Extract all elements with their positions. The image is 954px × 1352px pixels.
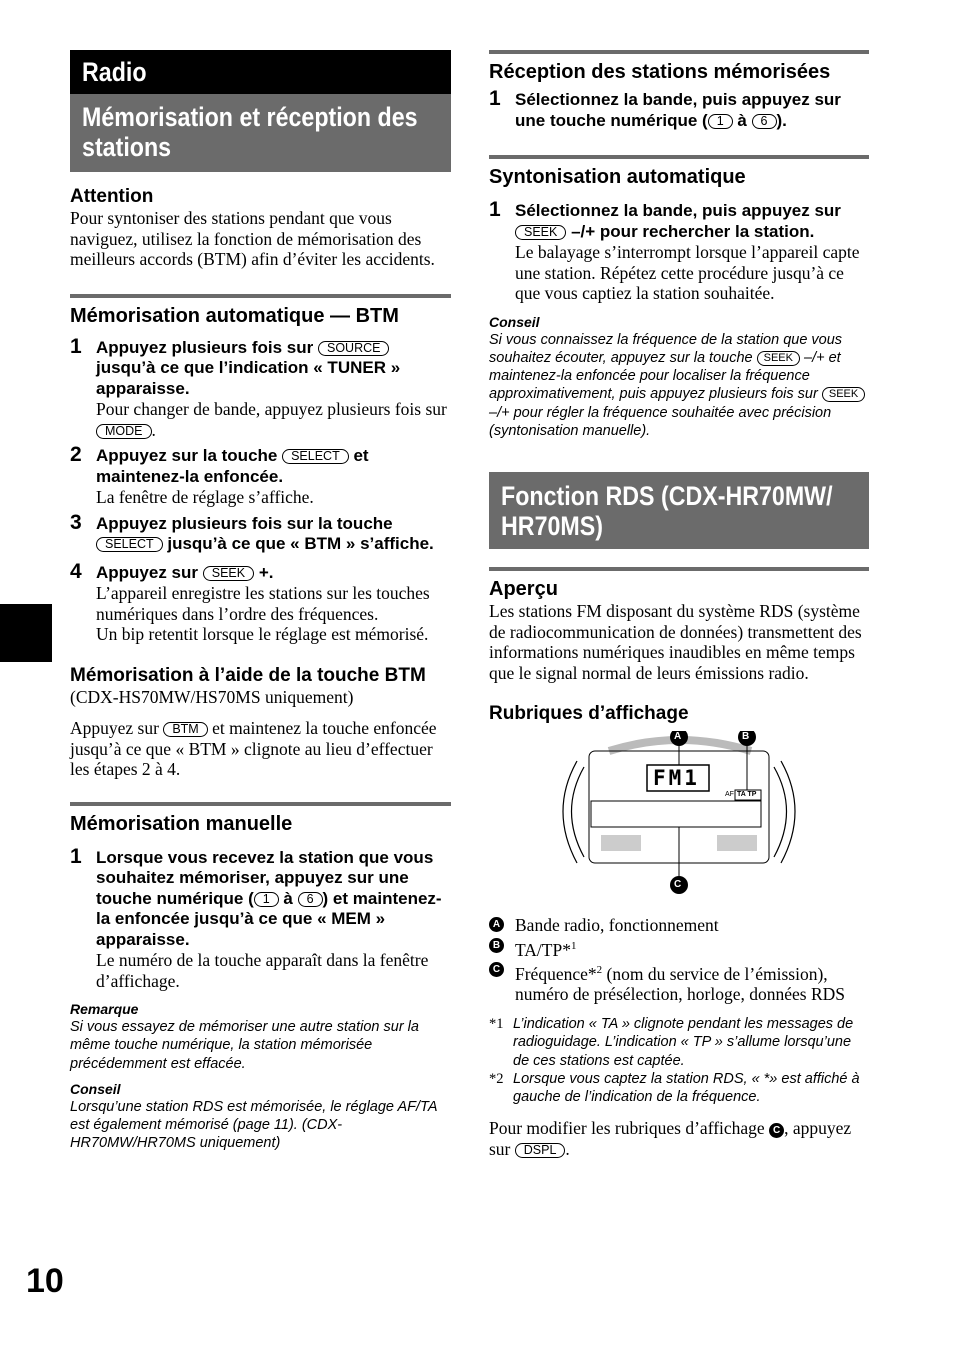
legend-item-b: [489, 936, 869, 960]
btm-key: BTM: [163, 722, 207, 737]
footnote-mark: *1: [489, 1015, 504, 1032]
section-band-memorisation: [70, 94, 451, 172]
callout-a: A: [674, 731, 682, 743]
btm-key-models: (CDX-HS70MW/HS70MS uniquement): [70, 686, 354, 707]
text: jusqu’à ce que l’indication « TUNER » apparaisse.: [96, 358, 401, 398]
footnote-text: L’indication « TA » clignote pendant les messages de radioguidage. L’indication « TP » s’allume lorsqu’une de ces stations est captée.: [513, 1015, 854, 1069]
lcd-band-text: FM1: [653, 766, 700, 791]
btm-step-4: [70, 559, 451, 645]
callout-b: B: [742, 731, 750, 743]
text: et maintenez-la enfoncée.: [96, 446, 369, 486]
manual-heading: Mémorisation manuelle: [70, 802, 451, 836]
tip-title: Conseil: [489, 313, 540, 330]
display-heading: Rubriques d’affichage: [489, 703, 689, 725]
section-band-rds: [489, 472, 869, 549]
auto-tip-block: [489, 314, 869, 441]
callout-c: C: [674, 879, 682, 891]
footnote-1: [489, 1015, 869, 1070]
rds-band-title: Fonction RDS (CDX-HR70MW/ HR70MS): [489, 472, 868, 549]
step-body: [96, 399, 451, 440]
display-legend: [489, 915, 869, 1005]
mode-key: MODE: [96, 424, 152, 439]
text: Pour modifier les rubriques d’affichage: [489, 1118, 770, 1139]
attention-block: [70, 186, 451, 270]
footnote-ref: 1: [570, 939, 577, 952]
step-instruction: [515, 90, 869, 131]
text: à: [278, 888, 298, 908]
text: Sélectionnez la bande, puis appuyez sur: [515, 201, 841, 220]
step-number: 4: [70, 559, 82, 583]
preset-key-1: 1: [254, 892, 279, 907]
seek-key: SEEK: [515, 225, 566, 240]
step-body: La fenêtre de réglage s’affiche.: [96, 487, 314, 507]
text: jusqu’à ce que « BTM » s’affiche.: [162, 534, 434, 553]
step-body: Un bip retentit lorsque le réglage est mémorisé.: [96, 624, 429, 644]
text: –/+ pour régler la fréquence souhaitée avec précision (syntonisation manuelle).: [489, 404, 832, 439]
remark-block: [70, 1001, 451, 1073]
text: Appuyez sur: [70, 718, 164, 738]
band-title: Radio: [70, 50, 450, 94]
attention-text: Pour syntoniser des stations pendant que vous naviguez, utilisez la fonction de mémorisation des meilleurs accords (BTM) afin d’éviter les accidents.: [70, 208, 435, 269]
attention-heading: Attention: [70, 186, 154, 207]
step-number: 1: [70, 334, 82, 358]
step-number: 1: [70, 844, 82, 868]
auto-step-1: [489, 198, 869, 304]
step-number: 2: [70, 443, 82, 466]
preset-key-6: 6: [298, 892, 323, 907]
footnote-mark: *2: [489, 1070, 504, 1087]
section-band-radio: [70, 50, 451, 94]
legend-item-c: [489, 960, 869, 1005]
seek-key: SEEK: [757, 351, 800, 366]
step-body: Le numéro de la touche apparaît dans la fenêtre d’affichage.: [96, 950, 429, 991]
left-column: [70, 50, 451, 1153]
text: ) et maintenez-la enfoncée jusqu’à ce que « MEM » apparaisse.: [96, 888, 442, 949]
step-instruction: [96, 848, 451, 951]
tip-text: Lorsqu’une station RDS est mémorisée, le réglage AF/TA est également mémorisé (page 11). (CDX-HR70MW/HR70MS uniquement): [70, 1098, 437, 1152]
step-instruction: [96, 514, 451, 555]
text: .: [151, 419, 156, 440]
preset-key-6: 6: [752, 114, 777, 129]
source-key: SOURCE: [318, 341, 389, 356]
dspl-key: DSPL: [515, 1143, 566, 1158]
reception-step-1: [489, 87, 869, 131]
select-key: SELECT: [282, 449, 349, 464]
right-column: [489, 50, 869, 1159]
btm-key-section: [70, 665, 451, 780]
footnotes: [489, 1015, 869, 1106]
text: ).: [776, 110, 787, 130]
callout-marker: B: [489, 938, 504, 953]
text: Appuyez plusieurs fois sur: [96, 337, 318, 357]
legend-text: (nom du service de l’émission), numéro de présélection, horloge, données RDS: [515, 963, 845, 1005]
ta-tp-indicator: TA TP: [737, 791, 757, 799]
btm-heading: Mémorisation automatique — BTM: [70, 294, 451, 328]
step-body: Le balayage s’interrompt lorsque l’appareil capte une station. Répétez cette procédure jusqu’à ce que vous captiez la station souhaitée.: [515, 242, 860, 303]
step-instruction: [515, 201, 869, 242]
footnote-ref: 2: [596, 964, 603, 977]
display-illustration: [489, 731, 869, 911]
text: Lorsque vous recevez la station que vous souhaitez mémoriser, appuyez sur une touche numérique (: [96, 847, 434, 908]
text: –/+ pour rechercher la station.: [566, 221, 815, 241]
remark-text: Si vous essayez de mémoriser une autre station sur la même touche numérique, la station mémorisée précédemment est effacée.: [70, 1019, 419, 1072]
text: Sélectionnez la bande, puis appuyez sur une touche numérique (: [515, 90, 841, 130]
btm-key-text: [70, 718, 451, 780]
btm-step-2: [70, 443, 451, 508]
step-instruction: [96, 446, 451, 487]
tip-block: [70, 1081, 451, 1153]
band-subtitle: Mémorisation et réception des stations: [70, 94, 450, 170]
tip-text: [489, 331, 869, 441]
text: , appuyez sur: [489, 1118, 852, 1159]
af-indicator: AF: [725, 791, 734, 799]
legend-text: Fréquence*: [515, 963, 597, 984]
seek-key: SEEK: [203, 566, 254, 581]
text: Pour changer de bande, appuyez plusieurs fois sur: [96, 399, 447, 419]
step-instruction: [96, 338, 451, 400]
reception-heading: Réception des stations mémorisées: [489, 50, 869, 84]
chapter-tab: [0, 604, 52, 662]
btm-key-heading: Mémorisation à l’aide de la touche BTM: [70, 664, 426, 686]
remark-title: Remarque: [70, 1001, 139, 1017]
text: Appuyez sur: [96, 562, 203, 582]
step-body: L’appareil enregistre les stations sur les touches numériques dans l’ordre des fréquences.: [96, 583, 430, 624]
text: Appuyez plusieurs fois sur la touche: [96, 513, 393, 533]
auto-heading: Syntonisation automatique: [489, 155, 869, 189]
legend-text: Bande radio, fonctionnement: [515, 915, 719, 936]
legend-text: TA/TP*: [515, 939, 571, 960]
seek-key: SEEK: [822, 387, 865, 402]
manual-step-1: [70, 844, 451, 992]
step-number: 1: [489, 198, 501, 221]
change-display-text: [489, 1118, 869, 1159]
btm-step-3: [70, 510, 451, 555]
manual-section: [70, 802, 451, 1153]
callout-marker: C: [489, 962, 504, 977]
step-number: 1: [489, 87, 501, 110]
callout-marker: C: [769, 1123, 784, 1138]
text: à: [732, 110, 752, 130]
text: Si vous connaissez la fréquence de la station que vous souhaitez écouter, appuyez sur la touche: [489, 331, 843, 366]
apercu-heading: Aperçu: [489, 567, 869, 601]
text: et maintenez la touche enfoncée jusqu’à ce que « BTM » clignote au lieu d’effectuer les étapes 2 à 4.: [70, 718, 437, 779]
tip-title: Conseil: [70, 1080, 121, 1097]
text: +.: [254, 562, 274, 582]
btm-step-1: [70, 334, 451, 441]
callout-marker: A: [489, 917, 504, 932]
footnote-text: Lorsque vous captez la station RDS, « *» est affiché à gauche de l’indication de la fréquence.: [513, 1070, 860, 1106]
select-key: SELECT: [96, 537, 163, 552]
text: .: [565, 1138, 570, 1159]
page-number: 10: [26, 1262, 64, 1300]
footnote-2: [489, 1070, 869, 1107]
apercu-text: Les stations FM disposant du système RDS (système de radiocommunication de données) transmettent des informations numériques inaudibles en même temps que le signal normal de leurs émissions radio.: [489, 601, 862, 683]
step-number: 3: [70, 510, 82, 534]
btm-section: [70, 294, 451, 645]
legend-item-a: [489, 915, 869, 936]
preset-key-1: 1: [708, 114, 733, 129]
step-instruction: [96, 563, 451, 584]
text: Appuyez sur la touche: [96, 446, 283, 465]
text: –/+ et maintenez-la enfoncée pour localiser la fréquence approximativement, puis appuyez plusieurs fois sur: [489, 349, 841, 403]
